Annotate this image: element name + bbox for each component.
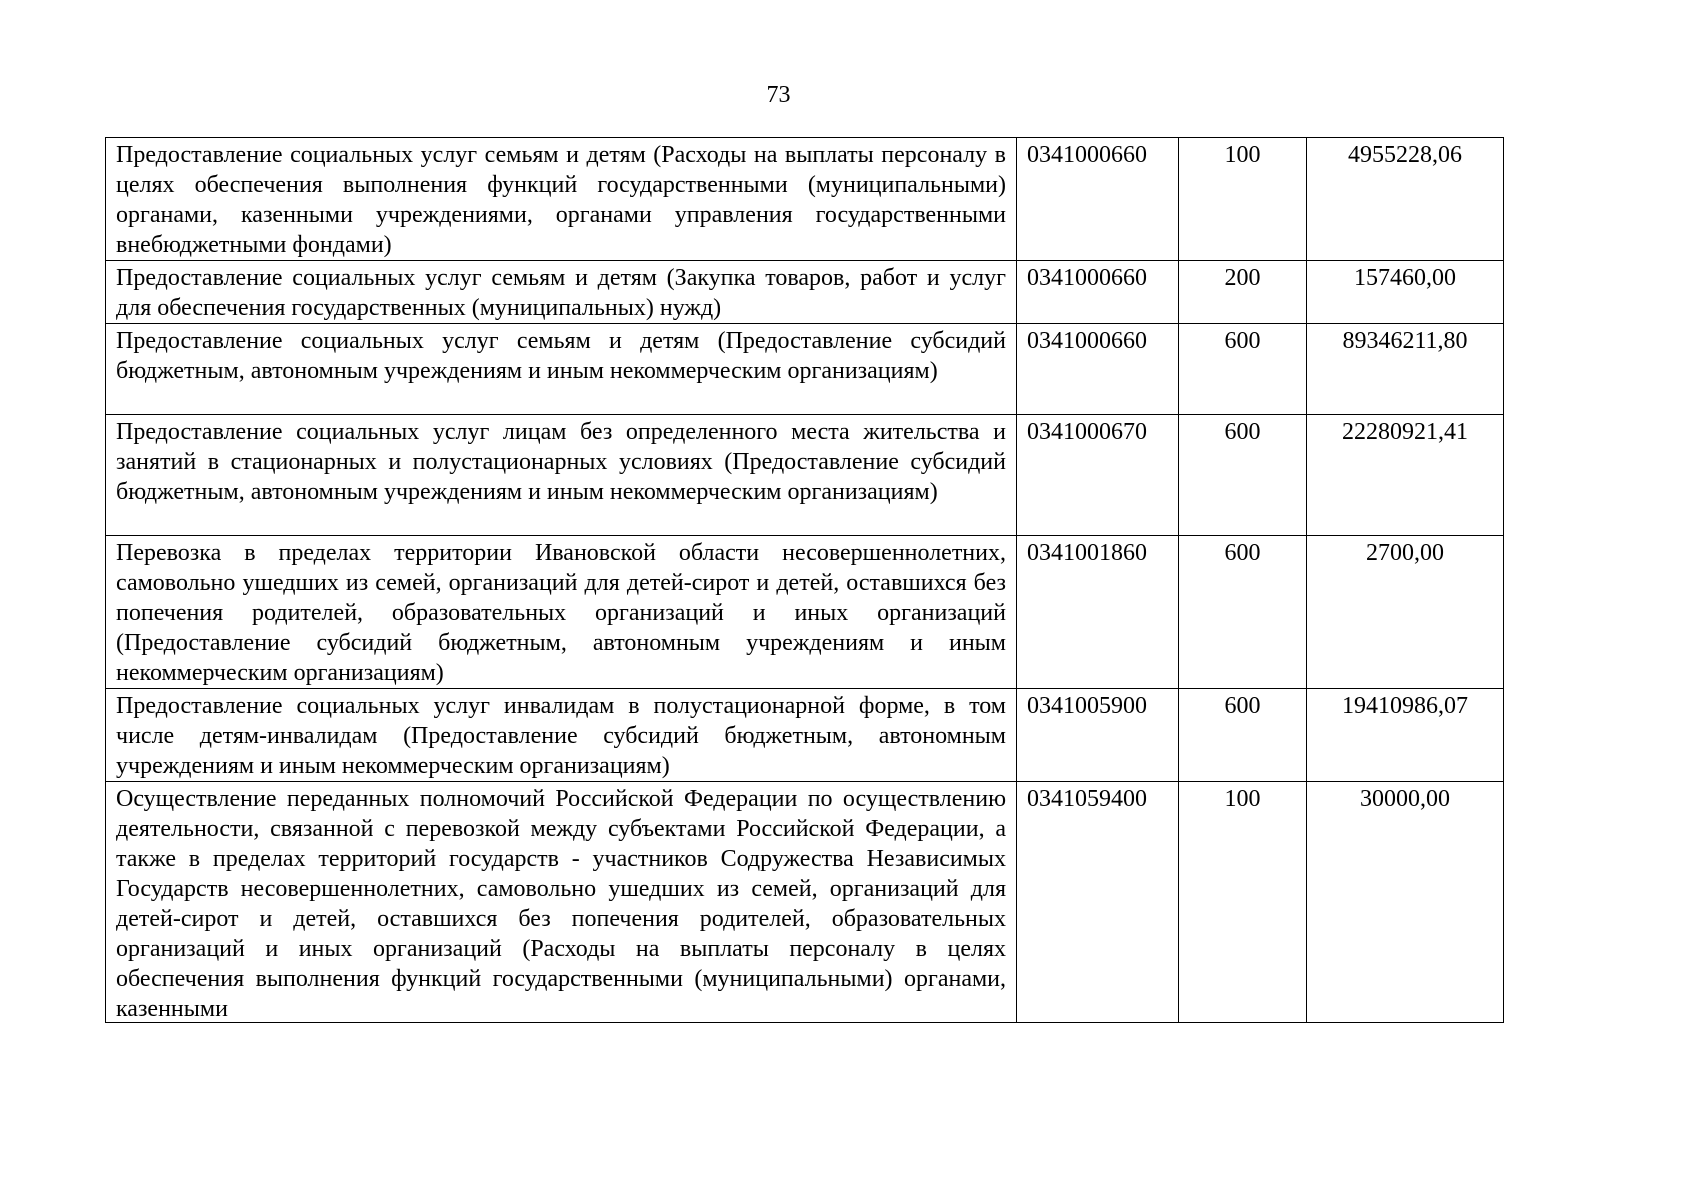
row-description: Перевозка в пределах территории Ивановской области несовершеннолетних, самовольно ушедших из семей, организаций для детей-сирот и детей, оставшихся без попечения родителей, образовательных организаций и иных организаций (Предоставление субсидий бюджетным, автономным учреждениям и иным некоммерческим организациям) xyxy=(106,536,1017,689)
row-amount: 157460,00 xyxy=(1307,261,1504,324)
table-row xyxy=(106,536,1504,689)
row-target-code: 0341000660 xyxy=(1017,261,1179,324)
row-amount: 22280921,41 xyxy=(1307,415,1504,536)
row-description: Предоставление социальных услуг семьям и детям (Расходы на выплаты персоналу в целях обеспечения выполнения функций государственными (муниципальными) органами, казенными учреждениями, органами управления государственными внебюджетными фондами) xyxy=(106,138,1017,261)
row-amount: 2700,00 xyxy=(1307,536,1504,689)
row-description: Предоставление социальных услуг лицам без определенного места жительства и занятий в стационарных и полустационарных условиях (Предоставление субсидий бюджетным, автономным учреждениям и иным некоммерческим организациям) xyxy=(106,415,1017,536)
page-number: 73 xyxy=(766,82,791,108)
row-expense-type: 100 xyxy=(1179,138,1307,261)
row-amount: 19410986,07 xyxy=(1307,689,1504,782)
row-description: Предоставление социальных услуг семьям и детям (Закупка товаров, работ и услуг для обеспечения государственных (муниципальных) нужд) xyxy=(106,261,1017,324)
table-row xyxy=(106,782,1504,1023)
row-target-code: 0341000660 xyxy=(1017,138,1179,261)
row-target-code: 0341000670 xyxy=(1017,415,1179,536)
row-amount: 89346211,80 xyxy=(1307,324,1504,415)
row-expense-type: 600 xyxy=(1179,415,1307,536)
table-row xyxy=(106,689,1504,782)
row-expense-type: 100 xyxy=(1179,782,1307,1023)
row-description: Предоставление социальных услуг инвалидам в полустационарной форме, в том числе детям-инвалидам (Предоставление субсидий бюджетным, автономным учреждениям и иным некоммерческим организациям) xyxy=(106,689,1017,782)
row-expense-type: 200 xyxy=(1179,261,1307,324)
table-row xyxy=(106,138,1504,261)
table-row xyxy=(106,415,1504,536)
row-expense-type: 600 xyxy=(1179,324,1307,415)
row-target-code: 0341000660 xyxy=(1017,324,1179,415)
row-expense-type: 600 xyxy=(1179,536,1307,689)
row-amount: 30000,00 xyxy=(1307,782,1504,1023)
row-target-code: 0341005900 xyxy=(1017,689,1179,782)
row-expense-type: 600 xyxy=(1179,689,1307,782)
row-description: Осуществление переданных полномочий Российской Федерации по осуществлению деятельности, связанной с перевозкой между субъектами Российской Федерации, а также в пределах территорий государств - участников Содружества Независимых Государств несовершеннолетних, самовольно ушедших из семей, организаций для детей-сирот и детей, оставшихся без попечения родителей, образовательных организаций и иных организаций (Расходы на выплаты персоналу в целях обеспечения выполнения функций государственными (муниципальными) органами, казенными xyxy=(116,786,1006,1022)
table-row xyxy=(106,324,1504,415)
row-amount: 4955228,06 xyxy=(1307,138,1504,261)
row-description: Предоставление социальных услуг семьям и детям (Предоставление субсидий бюджетным, автономным учреждениям и иным некоммерческим организациям) xyxy=(106,324,1017,415)
table-row xyxy=(106,261,1504,324)
row-description-cell xyxy=(106,782,1017,1023)
row-target-code: 0341001860 xyxy=(1017,536,1179,689)
budget-table xyxy=(105,137,1504,1023)
row-target-code: 0341059400 xyxy=(1017,782,1179,1023)
